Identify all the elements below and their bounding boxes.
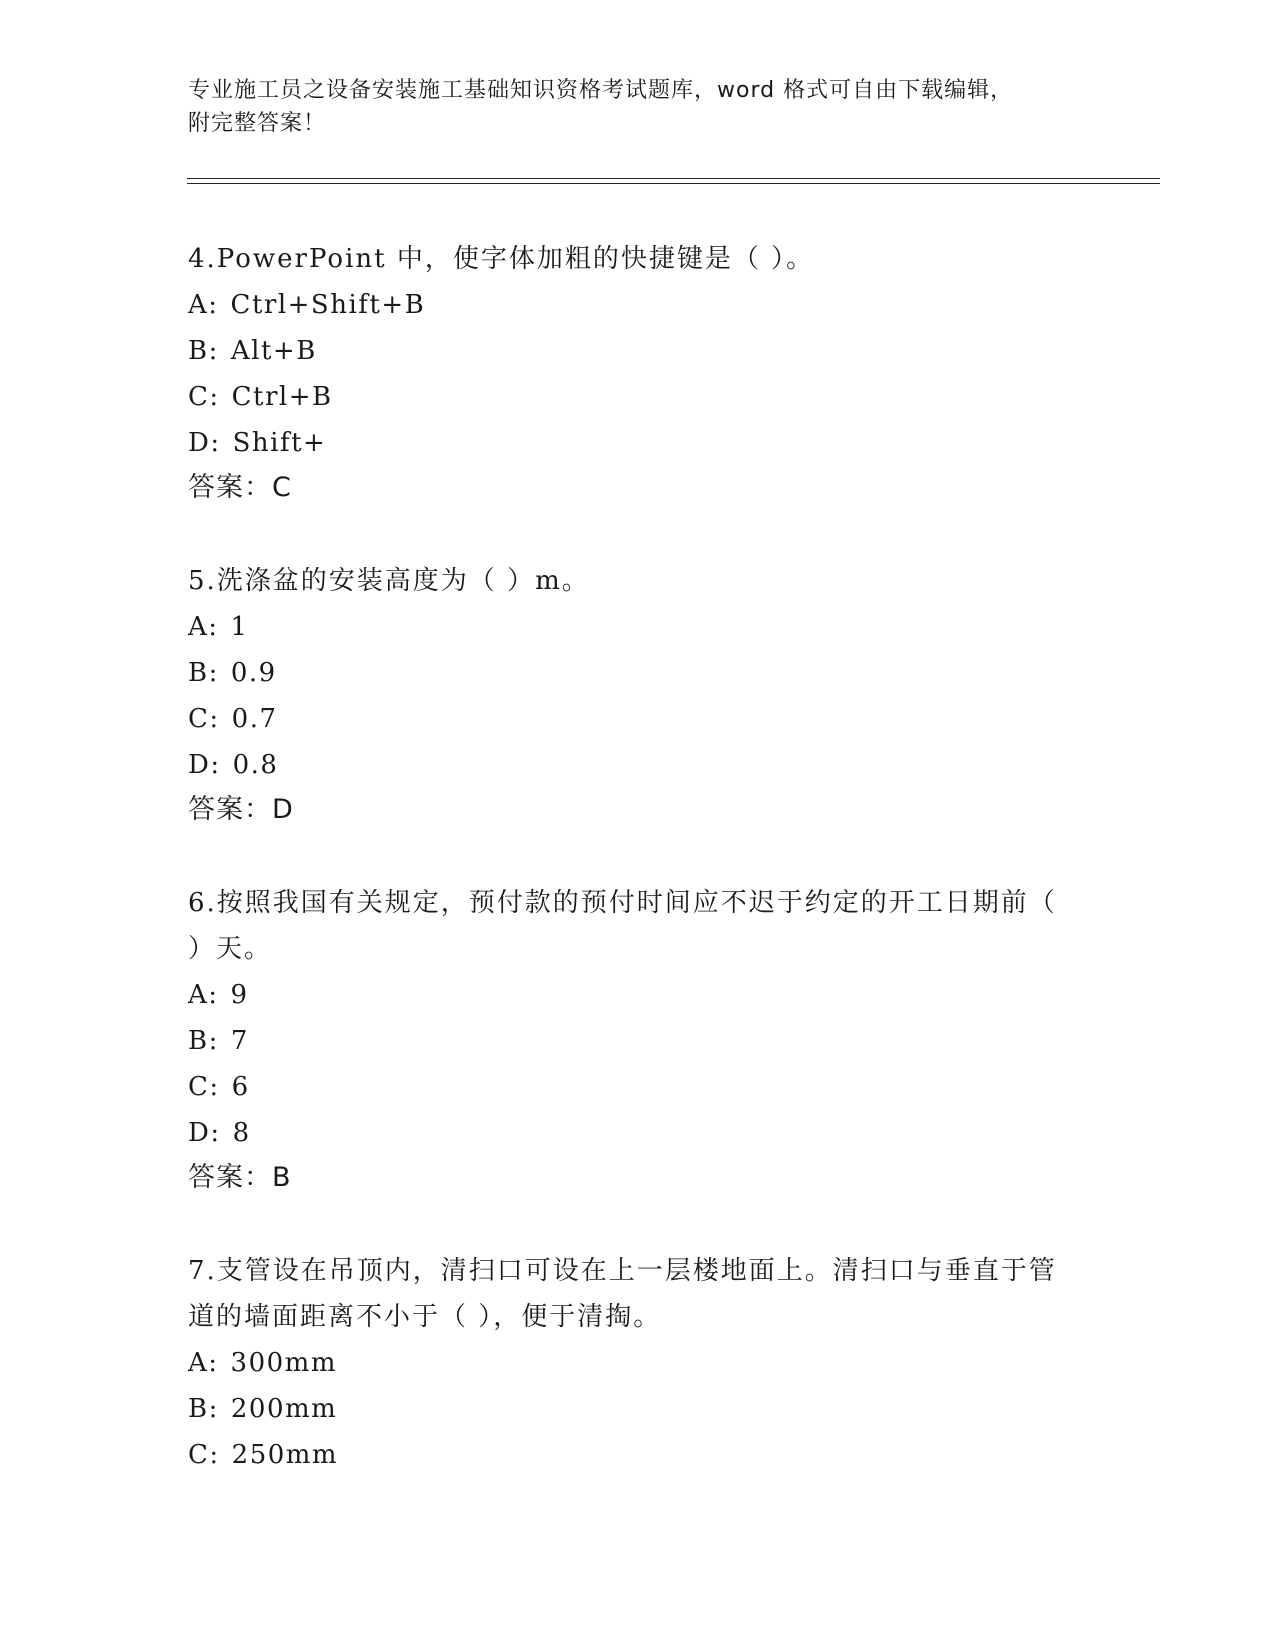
option-key: D: xyxy=(188,428,221,458)
option-c xyxy=(188,374,1068,420)
question-stem: 5.洗涤盆的安装高度为（ ）m。 xyxy=(188,566,590,596)
option-key: B: xyxy=(188,658,219,688)
answer-line: 答案：D xyxy=(188,794,294,825)
question-stem: 7.支管设在吊顶内，清扫口可设在上一层楼地面上。清扫口与垂直于管道的墙面距离不小于（ ），便于清掏。 xyxy=(188,1256,1057,1332)
option-value: 200mm xyxy=(230,1394,338,1424)
option-key: B: xyxy=(188,1394,219,1424)
option-a xyxy=(188,604,1068,650)
option-key: A: xyxy=(188,612,219,642)
option-key: C: xyxy=(188,382,220,412)
option-b xyxy=(188,1018,1068,1064)
question-stem: 6.按照我国有关规定，预付款的预付时间应不迟于约定的开工日期前（ ）天。 xyxy=(188,888,1057,964)
header-title-line2: 附完整答案！ xyxy=(188,111,327,136)
header-title-line1: 专业施工员之设备安装施工基础知识资格考试题库，word 格式可自由下载编辑， xyxy=(188,78,1014,103)
question-5 xyxy=(188,558,1068,832)
option-value: Ctrl+B xyxy=(231,382,333,412)
question-stem: 4.PowerPoint 中，使字体加粗的快捷键是（ ）。 xyxy=(188,244,815,274)
header-divider-bottom xyxy=(187,183,1160,184)
option-a xyxy=(188,282,1068,328)
header-divider-top xyxy=(187,178,1160,179)
option-value: 0.8 xyxy=(232,750,279,780)
option-value: 0.9 xyxy=(230,658,277,688)
option-value: 6 xyxy=(231,1072,250,1102)
option-value: 0.7 xyxy=(231,704,278,734)
option-key: C: xyxy=(188,1440,220,1470)
question-list xyxy=(188,236,1068,1526)
option-key: C: xyxy=(188,704,220,734)
option-b xyxy=(188,328,1068,374)
document-header xyxy=(188,74,1068,140)
option-value: 8 xyxy=(232,1118,251,1148)
option-a xyxy=(188,1340,1068,1386)
option-key: B: xyxy=(188,1026,219,1056)
option-c xyxy=(188,696,1068,742)
option-d xyxy=(188,1110,1068,1156)
option-key: D: xyxy=(188,750,221,780)
option-b xyxy=(188,1386,1068,1432)
option-value: 7 xyxy=(230,1026,249,1056)
question-6 xyxy=(188,880,1068,1200)
option-value: 250mm xyxy=(231,1440,339,1470)
answer-line: 答案：B xyxy=(188,1162,292,1193)
answer-line: 答案：C xyxy=(188,472,292,503)
question-7 xyxy=(188,1248,1068,1478)
option-value: 1 xyxy=(230,612,249,642)
option-value: Alt+B xyxy=(230,336,317,366)
option-key: D: xyxy=(188,1118,221,1148)
option-c xyxy=(188,1064,1068,1110)
option-d xyxy=(188,742,1068,788)
option-d xyxy=(188,420,1068,466)
option-key: A: xyxy=(188,290,219,320)
option-value: 300mm xyxy=(230,1348,337,1378)
option-key: B: xyxy=(188,336,219,366)
question-4 xyxy=(188,236,1068,510)
option-key: A: xyxy=(188,1348,219,1378)
option-key: C: xyxy=(188,1072,220,1102)
option-value: Ctrl+Shift+B xyxy=(230,290,426,320)
option-c xyxy=(188,1432,1068,1478)
option-value: Shift+ xyxy=(232,428,327,458)
option-a xyxy=(188,972,1068,1018)
option-b xyxy=(188,650,1068,696)
option-value: 9 xyxy=(230,980,249,1010)
option-key: A: xyxy=(188,980,219,1010)
